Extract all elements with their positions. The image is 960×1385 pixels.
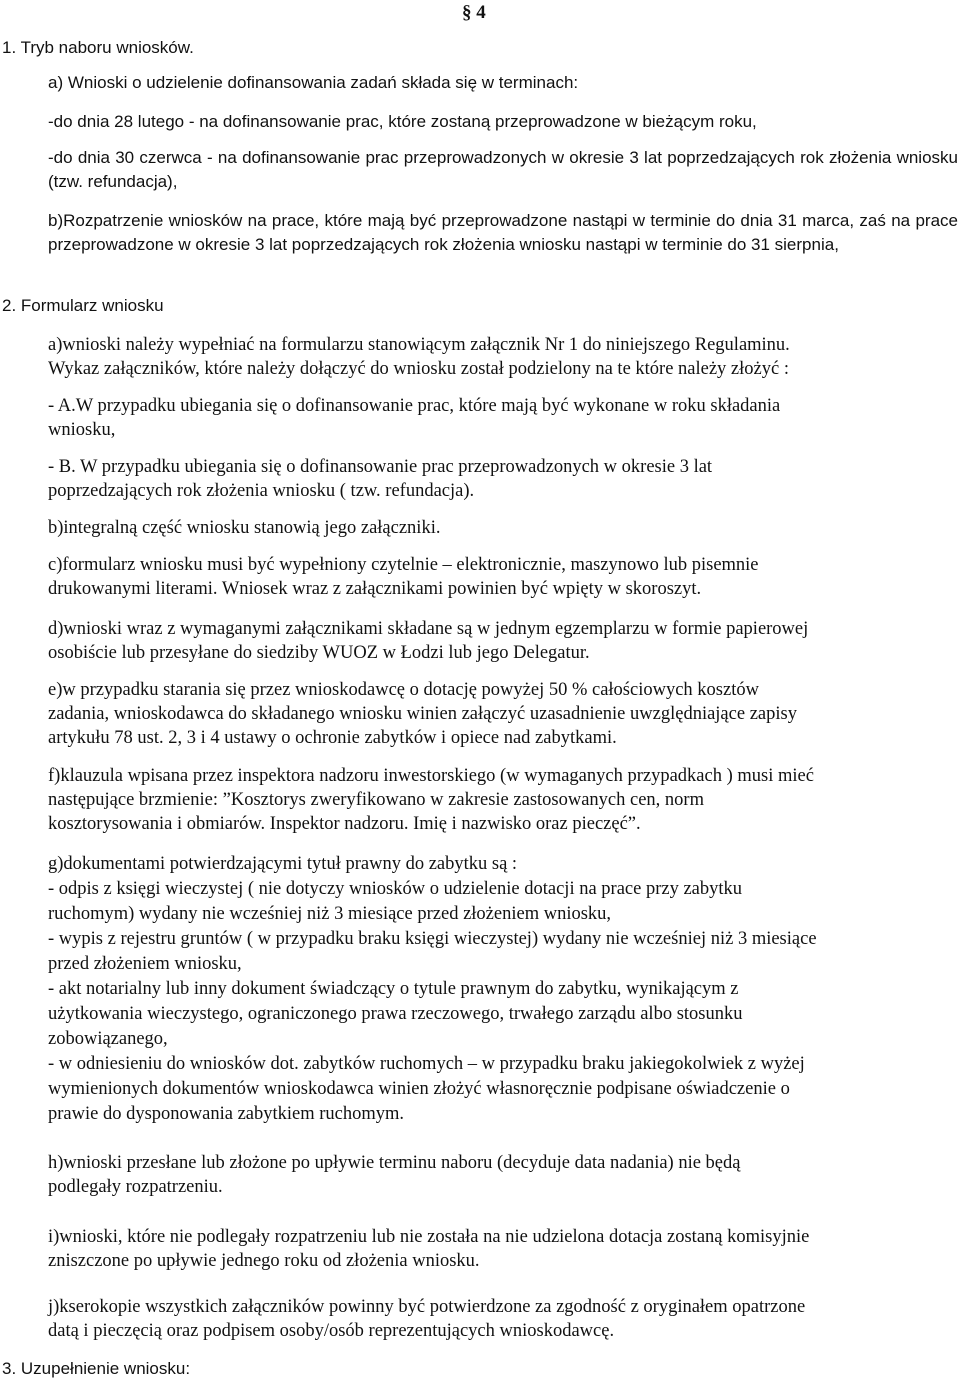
s2-item-j: [48, 1295, 805, 1343]
s1-item-a-line2: -do dnia 30 czerwca - na dofinansowanie prac przeprowadzonych w okresie 3 lat poprzedzających rok złożenia wniosku (tzw. refundacja),: [48, 148, 958, 191]
section-mark: § 4: [462, 2, 486, 23]
s2-item-g-line2: - odpis z księgi wieczystej ( nie dotyczy wniosków o udzielenie dotacji na prace przy zabytku: [48, 879, 743, 899]
s2-item-g-line11: prawie do dysponowania zabytkiem ruchomym.: [48, 1104, 405, 1124]
section-2-heading: 2. Formularz wniosku: [2, 296, 164, 315]
s2-item-h-line1: h)wnioski przesłane lub złożone po upływie terminu naboru (decyduje data nadania) nie będą: [48, 1153, 741, 1173]
s2-item-i-line1: i)wnioski, które nie podlegały rozpatrzeniu lub nie została na nie udzielona dotacja zostaną komisyjnie: [48, 1227, 810, 1247]
s2-item-B-line2: poprzedzających rok złożenia wniosku ( tzw. refundacja).: [48, 481, 475, 501]
s2-item-g-line9: - w odniesieniu do wniosków dot. zabytków ruchomych – w przypadku braku jakiegokolwiek z wyżej: [48, 1054, 805, 1074]
s2-item-d: [48, 617, 808, 665]
s2-item-j-line2: datą i pieczęcią oraz podpisem osoby/osób reprezentujących wnioskodawcę.: [48, 1321, 615, 1341]
section-3-heading: 3. Uzupełnienie wniosku:: [2, 1359, 191, 1378]
s2-item-e-line3: artykułu 78 ust. 2, 3 i 4 ustawy o ochronie zabytków i opiece nad zabytkami.: [48, 728, 617, 748]
s2-item-h: [48, 1151, 740, 1199]
section-1-heading: 1. Tryb naboru wniosków.: [2, 38, 194, 57]
s2-item-f-line3: kosztorysowania i obmiarów. Inspektor nadzoru. Imię i nazwisko oraz pieczęć”.: [48, 814, 641, 834]
s2-item-g-line3: ruchomym) wydany nie wcześniej niż 3 miesiące przed złożeniem wniosku,: [48, 904, 612, 924]
s1-item-b: b)Rozpatrzenie wniosków na prace, które mają być przeprowadzone nastąpi w terminie do dnia 31 marca, zaś na prace przeprowadzone w okresie 3 lat poprzedzających rok złożenia wniosku nastąpi w terminie do 31 sierpnia,: [48, 211, 958, 254]
s2-item-g-line7: użytkowania wieczystego, ograniczonego prawa rzeczowego, trwałego zarządu albo stosunku: [48, 1004, 743, 1024]
s2-item-g-line5: przed złożeniem wniosku,: [48, 954, 242, 974]
s2-item-A-line2: wniosku,: [48, 420, 116, 440]
s2-item-a: [48, 333, 790, 381]
s2-item-c-line1: c)formularz wniosku musi być wypełniony czytelnie – elektronicznie, maszynowo lub pisemnie: [48, 555, 759, 575]
s2-item-c: [48, 553, 759, 601]
s2-item-e: [48, 678, 797, 750]
s2-item-f-line1: f)klauzula wpisana przez inspektora nadzoru inwestorskiego (w wymaganych przypadkach ) musi mieć: [48, 766, 814, 786]
s2-item-f: [48, 764, 814, 836]
s2-item-j-line1: j)kserokopie wszystkich załączników powinny być potwierdzone za zgodność z oryginałem opatrzone: [48, 1297, 806, 1317]
s2-item-g-line6: - akt notarialny lub inny dokument świadczący o tytule prawnym do zabytku, wynikającym z: [48, 979, 739, 999]
s2-item-A: [48, 394, 780, 442]
s2-item-h-line2: podlegały rozpatrzeniu.: [48, 1177, 223, 1197]
s2-item-g: [48, 852, 817, 1127]
s2-item-B-line1: - B. W przypadku ubiegania się o dofinansowanie prac przeprowadzonych w okresie 3 lat: [48, 457, 713, 477]
s2-item-b: b)integralną część wniosku stanowią jego załączniki.: [48, 518, 441, 538]
s2-item-d-line2: osobiście lub przesyłane do siedziby WUOZ w Łodzi lub jego Delegatur.: [48, 643, 590, 663]
s1-item-a-intro: a) Wnioski o udzielenie dofinansowania zadań składa się w terminach:: [48, 73, 579, 92]
s2-item-i-line2: zniszczone po upływie jednego roku od złożenia wniosku.: [48, 1251, 480, 1271]
s2-item-d-line1: d)wnioski wraz z wymaganymi załącznikami składane są w jednym egzemplarzu w formie papierowej: [48, 619, 809, 639]
s1-item-a-line1: -do dnia 28 lutego - na dofinansowanie prac, które zostaną przeprowadzone w bieżącym roku,: [48, 112, 757, 131]
s2-item-e-line2: zadania, wnioskodawca do składanego wniosku winien załączyć uzasadnienie uwzględniające zapisy: [48, 704, 797, 724]
s2-item-c-line2: drukowanymi literami. Wniosek wraz z załącznikami powinien być wpięty w skoroszyt.: [48, 579, 702, 599]
s2-item-f-line2: następujące brzmienie: ”Kosztorys zweryfikowano w zakresie zastosowanych cen, norm: [48, 790, 704, 810]
s2-item-g-line8: zobowiązanego,: [48, 1029, 168, 1049]
s2-item-B: [48, 455, 712, 503]
s2-item-i: [48, 1225, 809, 1273]
s2-item-g-line4: - wypis z rejestru gruntów ( w przypadku braku księgi wieczystej) wydany nie wcześniej niż 3 miesiące: [48, 929, 817, 949]
s2-item-g-line10: wymienionych dokumentów wnioskodawca winien złożyć własnoręcznie podpisane oświadczenie o: [48, 1079, 790, 1099]
s2-item-e-line1: e)w przypadku starania się przez wnioskodawcę o dotację powyżej 50 % całościowych kosztów: [48, 680, 759, 700]
s2-item-A-line1: - A.W przypadku ubiegania się o dofinansowanie prac, które mają być wykonane w roku składania: [48, 396, 781, 416]
s2-item-a-line1: a)wnioski należy wypełniać na formularzu stanowiącym załącznik Nr 1 do niniejszego Regulaminu.: [48, 335, 790, 355]
s2-item-g-line1: g)dokumentami potwierdzającymi tytuł prawny do zabytku są :: [48, 854, 518, 874]
s2-item-a-line2: Wykaz załączników, które należy dołączyć do wniosku został podzielony na te które należy złożyć :: [48, 359, 789, 379]
